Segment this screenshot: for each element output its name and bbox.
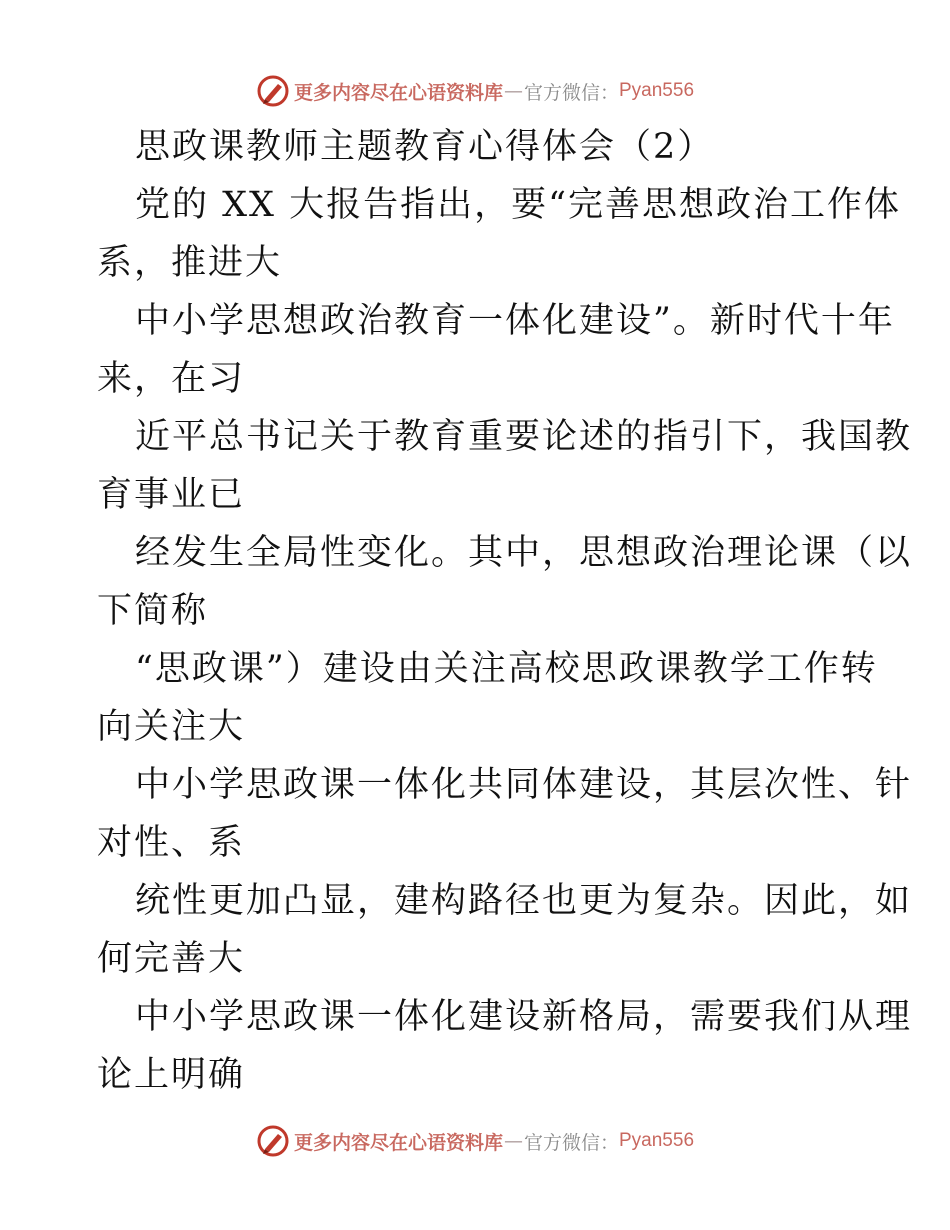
watermark-official-label: 官方微信：	[523, 1131, 619, 1154]
watermark-wechat-id: Pyan556	[619, 1130, 695, 1151]
watermark-separator: —	[503, 80, 523, 102]
text-line: 党的 XX 大报告指出，要“完善思想政治工作体	[135, 185, 901, 225]
watermark-site-text: 更多内容尽在心语资料库	[293, 1131, 503, 1154]
text-line: 对性、系	[97, 823, 246, 863]
text-line: 来，在习	[97, 359, 246, 399]
watermark-site-text: 更多内容尽在心语资料库	[293, 81, 503, 104]
text-line: 育事业已	[97, 475, 246, 515]
footer-watermark	[0, 1121, 950, 1161]
text-line: 经发生全局性变化。其中，思想政治理论课（以	[135, 533, 913, 573]
watermark-separator: —	[503, 1130, 523, 1152]
document-title: 思政课教师主题教育心得体会（2）	[135, 127, 715, 167]
text-line: 向关注大	[97, 707, 246, 747]
text-line: 近平总书记关于教育重要论述的指引下，我国教	[135, 417, 913, 457]
text-line: 下简称	[97, 591, 209, 631]
pen-logo-icon	[256, 1124, 290, 1158]
text-line: 中小学思政课一体化建设新格局，需要我们从理	[135, 997, 913, 1037]
document-body	[97, 118, 913, 1104]
text-line: “思政课”）建设由关注高校思政课教学工作转	[135, 649, 878, 689]
watermark-official-label: 官方微信：	[523, 81, 619, 104]
text-line: 统性更加凸显，建构路径也更为复杂。因此，如	[135, 881, 913, 921]
text-line: 何完善大	[97, 939, 246, 979]
pen-logo-icon	[256, 74, 290, 108]
text-line: 系，推进大	[97, 243, 283, 283]
text-line: 中小学思想政治教育一体化建设”。新时代十年	[135, 301, 895, 341]
text-line: 论上明确	[97, 1055, 246, 1095]
header-watermark	[0, 71, 950, 111]
watermark-wechat-id: Pyan556	[619, 80, 695, 101]
text-line: 中小学思政课一体化共同体建设，其层次性、针	[135, 765, 913, 805]
